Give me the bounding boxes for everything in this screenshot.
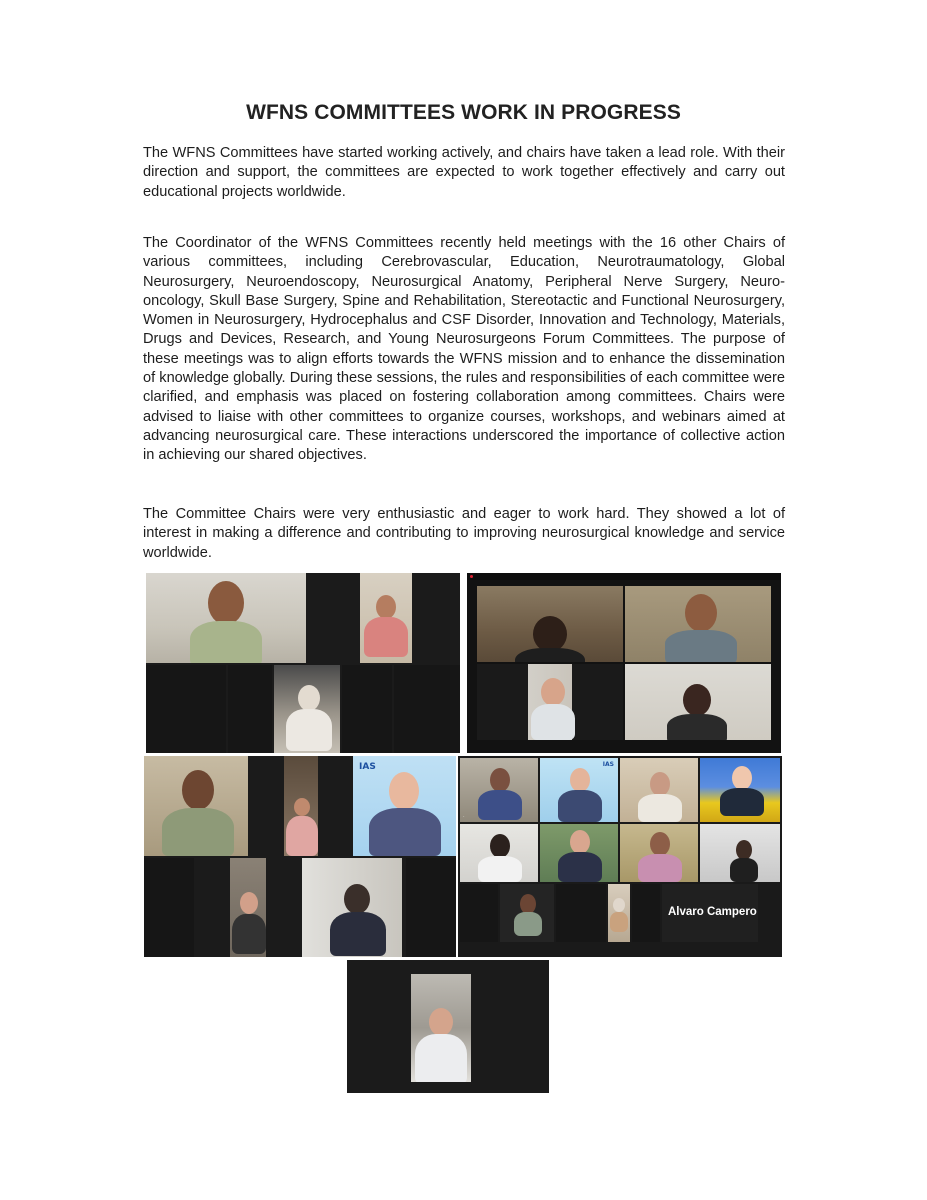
video-tile [274, 665, 340, 753]
video-tile [144, 756, 248, 856]
video-tile [608, 884, 630, 942]
video-tile [394, 665, 460, 753]
ias-logo: IAS [602, 761, 614, 768]
paragraph-enthusiasm: The Committee Chairs were very enthusiastic and eager to work hard. They showed a lot of interest in making a difference and contributing to improving neurosurgical knowledge and service worldwide. [143, 506, 785, 561]
video-tile [700, 758, 780, 822]
video-tile [540, 758, 618, 822]
video-tile [144, 858, 194, 957]
paragraph-meetings: The Coordinator of the WFNS Committees recently held meetings with the 16 other Chairs of various committees, including Cerebrovascular, Education, Neurotraumatology, Global Neurosurgery, Neuroendoscopy, Neurosurgical Anatomy, Peripheral Nerve Surgery, Neuro-oncology, Skull Base Surgery, Spine and Rehabilitation, Stereotactic and Functional Neurosurgery, Women in Neurosurgery, Hydrocephalus and CSF Disorder, Innovation and Technology, Materials, Drugs and Devices, Research, and Young Neurosurgeons Forum Committees. The purpose of these meetings was to align efforts towards the WFNS mission and to enhance the dissemination of knowledge globally. During these sessions, the rules and responsibilities of each committee were clarified, and emphasis was placed on fostering collaboration among committees. Chairs were advised to liaise with other committees to organize courses, workshops, and webinars aimed at advancing neurosurgical care. These interactions underscored the importance of collective action in achieving our shared objectives. [143, 235, 785, 464]
video-tile [556, 884, 606, 942]
video-tile [632, 884, 660, 942]
participant-name-display: Alvaro Campero [668, 906, 757, 918]
video-call-screenshot-2 [467, 573, 781, 753]
window-titlebar [467, 573, 781, 580]
page-title: WFNS COMMITTEES WORK IN PROGRESS [246, 101, 681, 124]
video-tile [540, 824, 618, 882]
video-tile [146, 573, 306, 663]
video-tile [477, 586, 623, 662]
video-call-screenshot-3 [144, 756, 456, 957]
video-tile [625, 586, 771, 662]
video-tile [228, 665, 272, 753]
video-tile [230, 858, 266, 957]
video-tile [620, 758, 698, 822]
video-call-screenshot-1 [146, 573, 460, 753]
video-tile [353, 756, 456, 856]
video-tile [342, 665, 392, 753]
video-tile [700, 824, 780, 882]
video-call-screenshot-4 [458, 756, 782, 957]
video-tile [500, 884, 554, 942]
video-tile [460, 824, 538, 882]
video-tile [620, 824, 698, 882]
video-tile [406, 858, 456, 957]
video-tile [662, 884, 758, 942]
participant-name-label: · [463, 814, 465, 820]
video-tile [146, 665, 226, 753]
video-tile [284, 756, 318, 856]
video-tile [625, 664, 771, 740]
paragraph-intro: The WFNS Committees have started working actively, and chairs have taken a lead role. With their direction and support, the committees are expected to work together effectively and carry out educational projects worldwide. [143, 145, 785, 200]
ias-logo: IAS [359, 762, 376, 772]
video-tile [302, 858, 402, 957]
video-tile [477, 664, 623, 740]
video-call-screenshot-5 [347, 960, 549, 1093]
video-tile [360, 573, 412, 663]
video-tile [411, 974, 471, 1082]
video-tile [460, 758, 538, 822]
video-tile [460, 884, 498, 942]
